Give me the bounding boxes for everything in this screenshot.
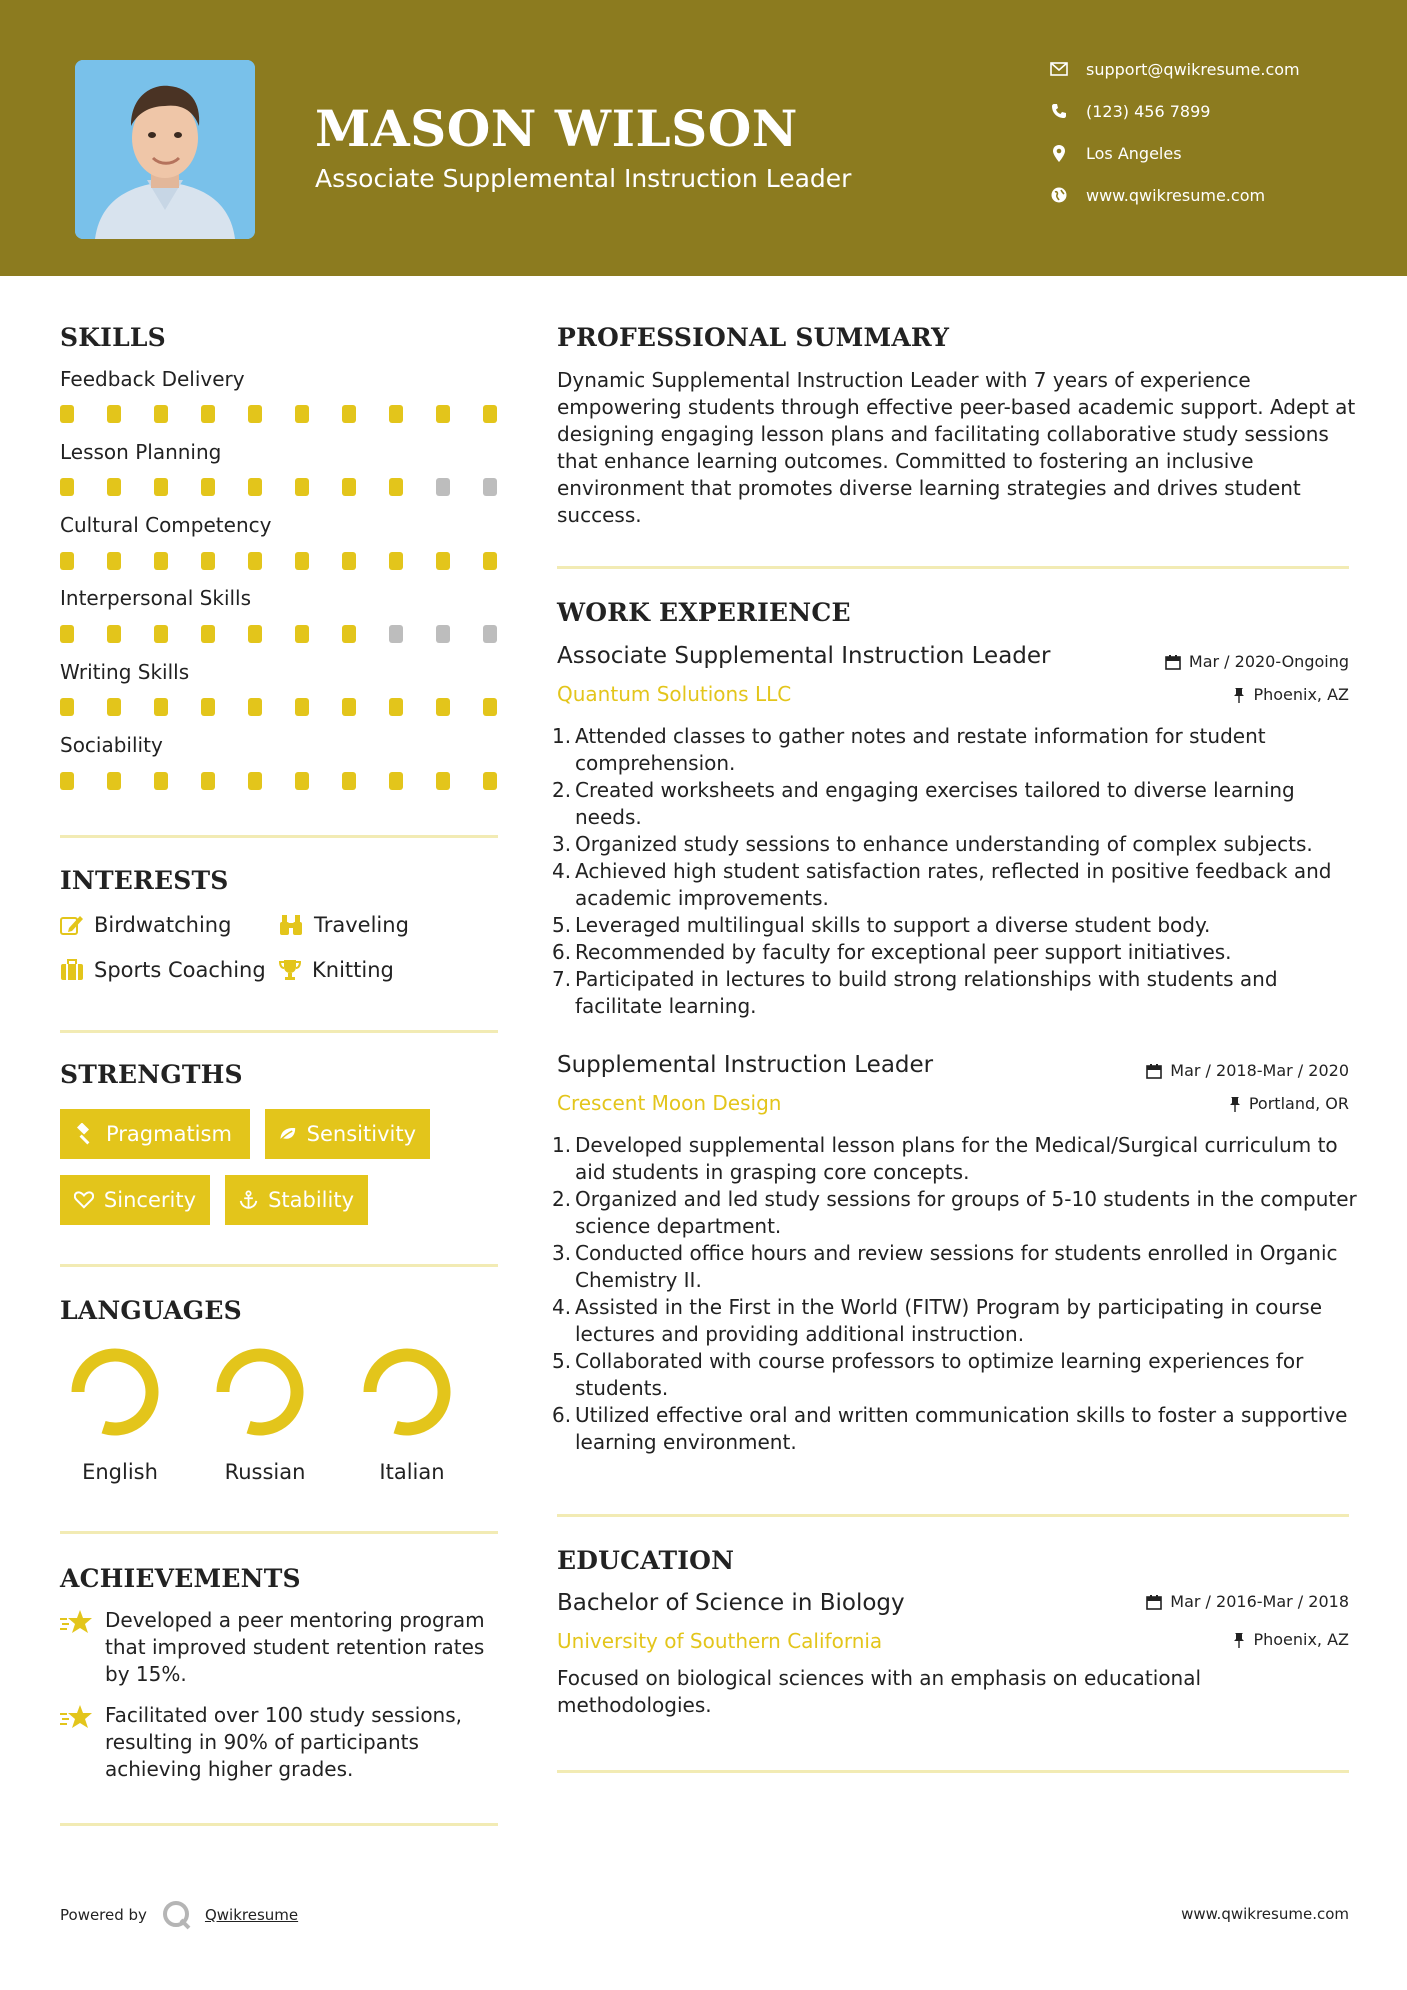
list-item [552, 966, 1357, 1020]
skill-dot-filled [483, 405, 497, 423]
job-location [1233, 685, 1349, 704]
briefcase-icon [60, 959, 84, 981]
skill-rating [60, 625, 500, 645]
language-item [55, 1345, 165, 1449]
skill-dot-filled [154, 478, 168, 496]
skill-dot-filled [107, 478, 121, 496]
interest-item [278, 911, 409, 939]
skill-rating [60, 552, 500, 572]
interest-label: Traveling [314, 913, 409, 937]
list-text: Recommended by faculty for exceptional peer support initiatives. [575, 940, 1232, 964]
list-number: 6. [552, 940, 572, 964]
education-degree: Bachelor of Science in Biology [557, 1590, 905, 1616]
skill-dot-filled [60, 552, 74, 570]
language-label-wrap [200, 1460, 330, 1490]
list-number: 4. [552, 1295, 572, 1319]
skill-dot-filled [389, 478, 403, 496]
skill-name: Feedback Delivery [60, 367, 245, 391]
skill-dot-filled [154, 552, 168, 570]
skill-dot-filled [342, 772, 356, 790]
skill-name: Cultural Competency [60, 513, 272, 537]
job-dates [1165, 652, 1349, 671]
calendar-icon [1146, 1594, 1162, 1610]
map-pin-icon [1048, 142, 1070, 164]
skill-dot-filled [248, 478, 262, 496]
skill-dot-filled [60, 772, 74, 790]
education-heading: EDUCATION [557, 1546, 735, 1575]
skill-dot-filled [389, 405, 403, 423]
strength-tag [225, 1175, 368, 1225]
interest-item [60, 911, 231, 939]
skill-dot-filled [389, 772, 403, 790]
experience-heading: WORK EXPERIENCE [557, 598, 851, 627]
strengths-heading: STRENGTHS [60, 1060, 243, 1089]
pushpin-icon [1229, 1096, 1241, 1112]
skill-rating [60, 772, 500, 792]
list-text: Assisted in the First in the World (FITW) Program by participating in course lectures and providing additional instruction. [575, 1295, 1322, 1346]
list-item [552, 858, 1357, 912]
skill-rating [60, 478, 500, 498]
list-text: Created worksheets and engaging exercises tailored to diverse learning needs. [575, 778, 1295, 829]
strength-label: Sensitivity [306, 1122, 416, 1146]
job-location-text: Phoenix, AZ [1253, 685, 1349, 704]
summary-heading: PROFESSIONAL SUMMARY [557, 323, 950, 352]
list-text: Utilized effective oral and written communication skills to foster a supportive learning environment. [575, 1403, 1348, 1454]
skill-dot-filled [201, 625, 215, 643]
list-item [552, 1402, 1357, 1456]
skill-dot-filled [295, 552, 309, 570]
avatar-illustration [75, 60, 255, 239]
strength-label: Sincerity [103, 1188, 196, 1212]
section-divider [60, 835, 498, 838]
skill-dot-filled [248, 625, 262, 643]
job-role: Associate Supplemental Instruction Leader [557, 643, 1051, 669]
list-number: 5. [552, 913, 572, 937]
education-dates-text: Mar / 2016-Mar / 2018 [1170, 1592, 1349, 1611]
education-location [1233, 1630, 1349, 1649]
skill-dot-filled [201, 405, 215, 423]
achievements-heading: ACHIEVEMENTS [60, 1564, 301, 1593]
skill-dot-empty [483, 625, 497, 643]
skill-dot-filled [483, 552, 497, 570]
language-name: English [82, 1460, 158, 1484]
skill-dot-filled [342, 698, 356, 716]
list-number: 1. [552, 1133, 572, 1157]
skill-dot-filled [107, 772, 121, 790]
job-location-text: Portland, OR [1248, 1094, 1349, 1113]
language-item [347, 1345, 457, 1449]
section-divider [60, 1030, 498, 1033]
skill-dot-filled [436, 772, 450, 790]
skill-name: Sociability [60, 733, 163, 757]
list-text: Organized study sessions to enhance understanding of complex subjects. [575, 832, 1313, 856]
list-item [552, 777, 1357, 831]
skill-dot-filled [154, 405, 168, 423]
list-item [552, 1294, 1357, 1348]
list-number: 3. [552, 1241, 572, 1265]
trophy-icon [278, 959, 302, 981]
contact-email-text: support@qwikresume.com [1086, 59, 1300, 79]
list-item [552, 912, 1357, 939]
section-divider [557, 566, 1349, 569]
footer-powered-by [60, 1900, 298, 1930]
skill-dot-filled [107, 552, 121, 570]
list-text: Collaborated with course professors to optimize learning experiences for students. [575, 1349, 1304, 1400]
language-item [200, 1345, 310, 1449]
skill-dot-filled [342, 405, 356, 423]
skill-dot-filled [201, 552, 215, 570]
qwikresume-logo-icon [161, 1900, 193, 1930]
skill-dot-filled [248, 552, 262, 570]
list-item [552, 1348, 1357, 1402]
skill-name: Lesson Planning [60, 440, 222, 464]
candidate-name: MASON WILSON [315, 99, 798, 158]
skill-dot-empty [436, 478, 450, 496]
language-name: Italian [379, 1460, 445, 1484]
languages-heading: LANGUAGES [60, 1296, 242, 1325]
skills-heading: SKILLS [60, 323, 166, 352]
skill-dot-filled [436, 405, 450, 423]
list-number: 5. [552, 1349, 572, 1373]
skill-dot-filled [342, 625, 356, 643]
list-number: 7. [552, 967, 572, 991]
skill-dot-filled [107, 405, 121, 423]
skill-dot-filled [60, 405, 74, 423]
list-text: Conducted office hours and review sessions for students enrolled in Organic Chemistry II. [575, 1241, 1338, 1292]
skill-dot-filled [201, 698, 215, 716]
binoculars-icon [278, 914, 304, 936]
achievement-text: Facilitated over 100 study sessions, resulting in 90% of participants achieving higher grades. [105, 1703, 463, 1781]
job-dates-text: Mar / 2018-Mar / 2020 [1170, 1061, 1349, 1080]
heart-icon [74, 1190, 94, 1210]
job-dates [1146, 1061, 1349, 1080]
contact-email[interactable] [1048, 55, 1388, 83]
list-item [552, 1132, 1357, 1186]
envelope-icon [1048, 58, 1070, 80]
pushpin-icon [1233, 1632, 1245, 1648]
education-location-text: Phoenix, AZ [1253, 1630, 1349, 1649]
list-text: Developed supplemental lesson plans for the Medical/Surgical curriculum to aid students in grasping core concepts. [575, 1133, 1338, 1184]
job-bullets [552, 723, 1357, 1020]
strength-tag [265, 1109, 430, 1159]
skill-name: Writing Skills [60, 660, 190, 684]
language-gauge [200, 1345, 320, 1445]
job-role: Supplemental Instruction Leader [557, 1052, 934, 1078]
resume-header [0, 0, 1407, 276]
skill-dot-filled [60, 698, 74, 716]
skill-dot-filled [154, 625, 168, 643]
skill-dot-filled [248, 698, 262, 716]
skill-rating [60, 405, 500, 425]
section-divider [557, 1514, 1349, 1517]
qwikresume-link[interactable]: Qwikresume [204, 1906, 299, 1924]
skill-dot-filled [342, 552, 356, 570]
list-text: Organized and led study sessions for groups of 5-10 students in the computer science department. [575, 1187, 1357, 1238]
skill-dot-filled [248, 405, 262, 423]
job-bullets [552, 1132, 1357, 1456]
skill-dot-filled [60, 478, 74, 496]
pushpin-icon [1233, 687, 1245, 703]
job-location [1229, 1094, 1349, 1113]
footer-url[interactable]: www.qwikresume.com [1181, 1905, 1349, 1923]
education-description: Focused on biological sciences with an emphasis on educational methodologies. [557, 1666, 1202, 1717]
list-number: 6. [552, 1403, 572, 1427]
skill-dot-filled [295, 625, 309, 643]
contact-website[interactable] [1048, 181, 1388, 209]
skill-dot-filled [295, 698, 309, 716]
language-gauge [347, 1345, 467, 1445]
contact-website-text: www.qwikresume.com [1086, 185, 1266, 205]
gavel-icon [74, 1123, 96, 1145]
strength-tag [60, 1175, 210, 1225]
skill-rating [60, 698, 500, 718]
interests-heading: INTERESTS [60, 866, 229, 895]
globe-icon [1048, 184, 1070, 206]
anchor-icon [239, 1189, 258, 1211]
phone-icon [1048, 100, 1070, 122]
interest-label: Sports Coaching [94, 958, 266, 982]
list-text: Leveraged multilingual skills to support a diverse student body. [575, 913, 1211, 937]
skill-dot-filled [389, 698, 403, 716]
list-item [552, 1186, 1357, 1240]
skill-dot-filled [201, 478, 215, 496]
language-label-wrap [55, 1460, 185, 1490]
list-number: 2. [552, 1187, 572, 1211]
job-company: Quantum Solutions LLC [557, 682, 792, 706]
language-gauge [55, 1345, 175, 1445]
language-name: Russian [224, 1460, 306, 1484]
skill-dot-empty [389, 625, 403, 643]
candidate-title: Associate Supplemental Instruction Leader [315, 164, 852, 193]
list-number: 2. [552, 778, 572, 802]
profile-photo [75, 60, 255, 239]
interest-label: Birdwatching [94, 913, 232, 937]
interest-item [278, 956, 394, 984]
skill-dot-filled [60, 625, 74, 643]
skill-dot-filled [295, 772, 309, 790]
skill-dot-filled [107, 625, 121, 643]
job-dates-text: Mar / 2020-Ongoing [1188, 652, 1349, 671]
contact-location-text: Los Angeles [1086, 143, 1182, 163]
skill-dot-filled [483, 772, 497, 790]
skill-name: Interpersonal Skills [60, 586, 252, 610]
skill-dot-empty [436, 625, 450, 643]
list-text: Achieved high student satisfaction rates, reflected in positive feedback and academic improvements. [575, 859, 1332, 910]
education-school: University of Southern California [557, 1629, 883, 1653]
strength-tag [60, 1109, 250, 1159]
powered-by-text: Powered by [60, 1906, 147, 1924]
contact-phone[interactable] [1048, 97, 1388, 125]
list-number: 1. [552, 724, 572, 748]
skill-dot-filled [201, 772, 215, 790]
list-number: 4. [552, 859, 572, 883]
skill-dot-filled [436, 698, 450, 716]
skill-dot-filled [436, 552, 450, 570]
list-item [552, 1240, 1357, 1294]
skill-dot-filled [342, 478, 356, 496]
list-item [552, 831, 1357, 858]
interest-item [60, 956, 266, 984]
strength-label: Stability [268, 1188, 354, 1212]
list-item [552, 939, 1357, 966]
calendar-icon [1165, 654, 1181, 670]
list-item [552, 723, 1357, 777]
skill-dot-filled [295, 405, 309, 423]
pencil-square-icon [60, 914, 84, 936]
section-divider [60, 1823, 498, 1826]
achievement-item [60, 1607, 500, 1697]
language-label-wrap [347, 1460, 477, 1490]
achievement-text: Developed a peer mentoring program that improved student retention rates by 15%. [105, 1608, 485, 1686]
star-icon [60, 1609, 94, 1635]
skill-dot-filled [154, 698, 168, 716]
list-text: Attended classes to gather notes and restate information for student comprehension. [575, 724, 1266, 775]
skill-dot-filled [248, 772, 262, 790]
skill-dot-filled [389, 552, 403, 570]
skill-dot-filled [483, 698, 497, 716]
list-number: 3. [552, 832, 572, 856]
summary-text: Dynamic Supplemental Instruction Leader with 7 years of experience empowering students through effective peer-based academic support. Adept at designing engaging lesson plans and facilitating collaborative study sessions that enhance learning outcomes. Committed to fostering an inclusive environment that promotes diverse learning strategies and drives student success. [557, 368, 1356, 527]
section-divider [60, 1531, 498, 1534]
section-divider [557, 1770, 1349, 1773]
leaf-icon [279, 1124, 297, 1144]
achievement-item [60, 1702, 500, 1792]
contact-location [1048, 139, 1388, 167]
contact-phone-text: (123) 456 7899 [1086, 101, 1211, 121]
skill-dot-filled [107, 698, 121, 716]
education-dates [1146, 1592, 1349, 1611]
skill-dot-filled [295, 478, 309, 496]
interest-label: Knitting [312, 958, 394, 982]
skill-dot-empty [483, 478, 497, 496]
star-icon [60, 1704, 94, 1730]
calendar-icon [1146, 1063, 1162, 1079]
section-divider [60, 1264, 498, 1267]
job-company: Crescent Moon Design [557, 1091, 782, 1115]
list-text: Participated in lectures to build strong relationships with students and facilitate learning. [575, 967, 1278, 1018]
skill-dot-filled [154, 772, 168, 790]
strength-label: Pragmatism [106, 1122, 232, 1146]
